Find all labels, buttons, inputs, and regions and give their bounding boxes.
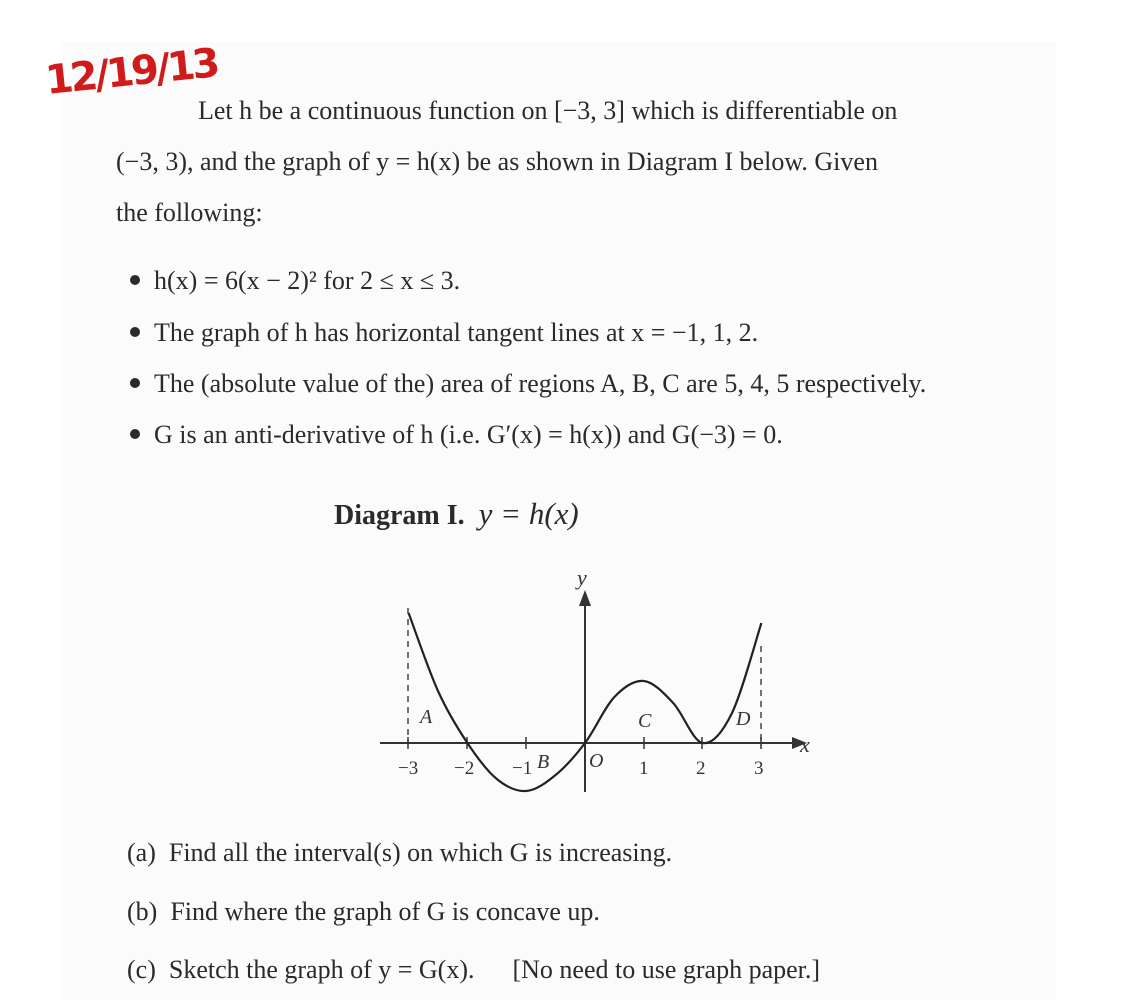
region-label-c: C [638, 710, 652, 732]
x-tick-label: −1 [512, 758, 533, 779]
question-c [127, 955, 820, 985]
bullet-text: The graph of h has horizontal tangent lines at x = −1, 1, 2. [154, 318, 759, 347]
bullet-text: h(x) = 6(x − 2)² for 2 ≤ x ≤ 3. [154, 266, 461, 295]
bullet-item [130, 318, 758, 348]
bullet-text: The (absolute value of the) area of regions A, B, C are 5, 4, 5 respectively. [154, 369, 927, 398]
intro-line-3: the following: [116, 198, 263, 227]
bullet-dot [130, 275, 140, 285]
intro-line-1: Let h be a continuous function on [−3, 3] which is differentiable on [198, 96, 898, 125]
x-tick-label: −2 [454, 758, 475, 779]
y-axis-arrow-icon [579, 590, 591, 606]
question-label: (c) [127, 955, 156, 984]
bullet-item [130, 369, 926, 399]
region-label-a: A [420, 706, 433, 728]
x-tick-label: 2 [696, 758, 706, 779]
bullet-dot [130, 327, 140, 337]
y-axis-label: y [577, 565, 587, 590]
question-text: Find all the interval(s) on which G is increasing. [168, 838, 673, 867]
x-tick-label: 1 [639, 758, 649, 779]
region-label-d: D [736, 708, 751, 730]
question-b [127, 897, 600, 927]
question-text: Sketch the graph of y = G(x). [168, 955, 475, 984]
question-label: (b) [127, 897, 158, 926]
x-tick-label: −3 [398, 758, 419, 779]
x-axis-label: x [800, 732, 810, 757]
diagram-title [334, 496, 579, 532]
diagram-title-label: Diagram I. [334, 500, 465, 531]
bullet-dot [130, 429, 140, 439]
x-tick-label: 3 [754, 758, 764, 779]
question-note: [No need to use graph paper.] [512, 955, 821, 984]
region-label-b: B [537, 751, 550, 773]
origin-label: O [589, 750, 604, 772]
bullet-text: G is an anti-derivative of h (i.e. G′(x) = h(x)) and G(−3) = 0. [154, 420, 783, 449]
bullet-item [130, 420, 783, 450]
diagram-graph [360, 560, 830, 810]
question-label: (a) [127, 838, 156, 867]
bullet-item [130, 266, 460, 296]
question-text: Find where the graph of G is concave up. [170, 897, 600, 926]
intro-line-2: (−3, 3), and the graph of y = h(x) be as shown in Diagram I below. Given [116, 147, 878, 176]
handwritten-date: 12/19/13 [43, 40, 220, 104]
question-a [127, 838, 672, 868]
bullet-dot [130, 378, 140, 388]
diagram-title-equation: y = h(x) [478, 496, 579, 531]
